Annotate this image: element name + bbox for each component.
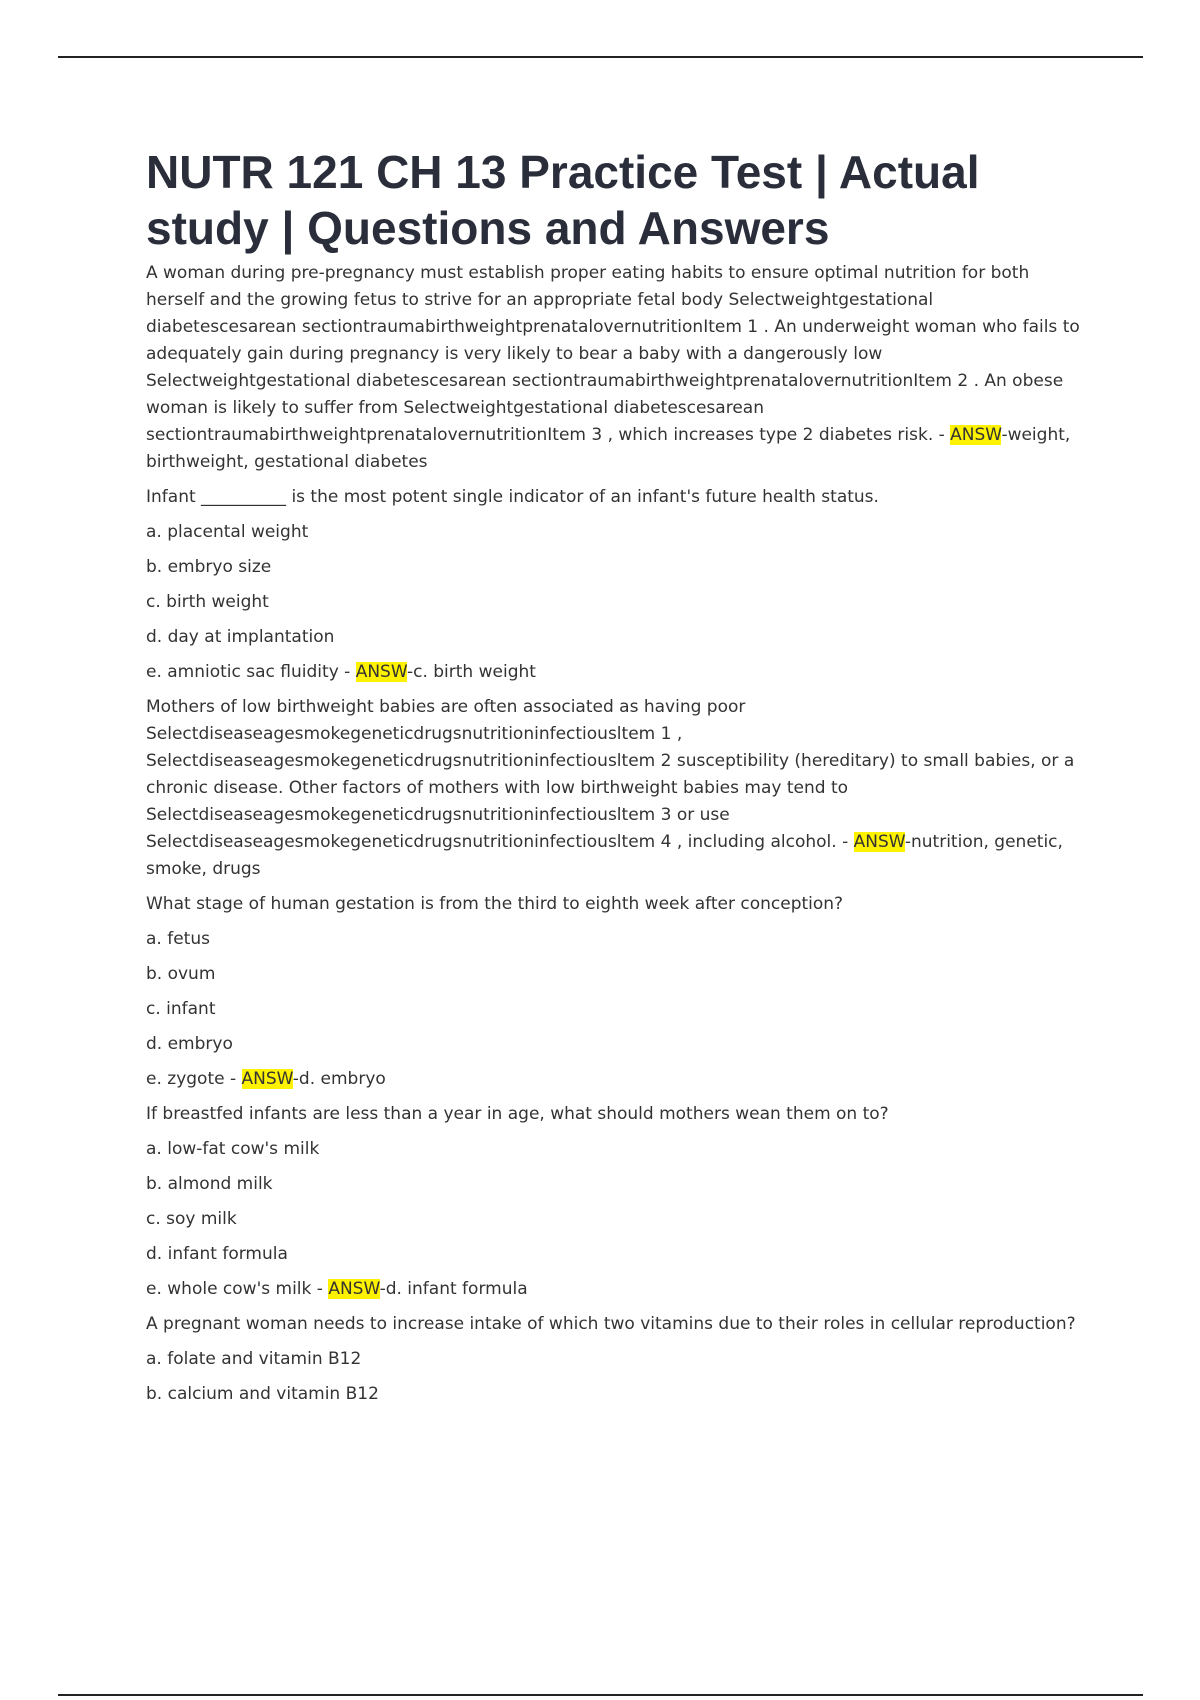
question-paragraph <box>146 519 1086 546</box>
paragraph-text: Mothers of low birthweight babies are often associated as having poor Selectdiseaseagesmokegeneticdrugsnutritioninfectiousltem 1 , Selectdiseaseagesmokegeneticdrugsnutritioninfectiousltem 2 susceptibility (hereditary) to small babies, or a chronic disease. Other factors of mothers with low birthweight babies may tend to Selectdiseaseagesmokegeneticdrugsnutritioninfectiousltem 3 or use Selectdiseaseagesmokegeneticdrugsnutritioninfectiousltem 4 , including alcohol. - <box>146 697 1075 852</box>
document-title: NUTR 121 CH 13 Practice Test | Actual study | Questions and Answers <box>146 146 980 254</box>
paragraph-text: d. infant formula <box>146 1244 288 1264</box>
answer-paragraph <box>146 694 1086 883</box>
paragraph-text: b. calcium and vitamin B12 <box>146 1384 379 1404</box>
answer-paragraph <box>146 1276 1086 1303</box>
question-paragraph <box>146 484 1086 511</box>
question-paragraph <box>146 1346 1086 1373</box>
answer-marker: ANSW <box>328 1279 380 1299</box>
question-paragraph <box>146 1136 1086 1163</box>
question-paragraph <box>146 1311 1086 1338</box>
paragraph-text: e. amniotic sac fluidity - <box>146 662 356 682</box>
paragraph-text: a. placental weight <box>146 522 309 542</box>
answer-text: -d. infant formula <box>379 1279 528 1299</box>
paragraph-text: c. infant <box>146 999 216 1019</box>
question-paragraph <box>146 891 1086 918</box>
paragraph-text: d. embryo <box>146 1034 233 1054</box>
paragraph-text: A woman during pre-pregnancy must establish proper eating habits to ensure optimal nutrition for both herself and the growing fetus to strive for an appropriate fetal body Selectweightgestational diabetescesarean sectiontraumabirthweightprenatalovernutritionItem 1 . An underweight woman who fails to adequately gain during pregnancy is very likely to bear a baby with a dangerously low Selectweightgestational diabetescesarean sectiontraumabirthweightprenatalovernutritionItem 2 . An obese woman is likely to suffer from Selectweightgestational diabetescesarean sectiontraumabirthweightprenatalovernutritionItem 3 , which increases type 2 diabetes risk. - <box>146 263 1080 445</box>
question-paragraph <box>146 996 1086 1023</box>
question-paragraph <box>146 1171 1086 1198</box>
answer-paragraph <box>146 659 1086 686</box>
answer-text: -nutrition, genetic, smoke, drugs <box>146 832 1063 879</box>
paragraph-text: What stage of human gestation is from the third to eighth week after conception? <box>146 894 844 914</box>
paragraph-text: a. folate and vitamin B12 <box>146 1349 362 1369</box>
answer-paragraph <box>146 260 1086 476</box>
question-paragraph <box>146 1241 1086 1268</box>
question-paragraph <box>146 624 1086 651</box>
answer-marker: ANSW <box>853 832 905 852</box>
paragraph-text: A pregnant woman needs to increase intake of which two vitamins due to their roles in cellular reproduction? <box>146 1314 1076 1334</box>
paragraph-text: c. birth weight <box>146 592 269 612</box>
answer-text: -c. birth weight <box>406 662 536 682</box>
answer-paragraph <box>146 1066 1086 1093</box>
paragraph-text: d. day at implantation <box>146 627 335 647</box>
paragraph-text: c. soy milk <box>146 1209 237 1229</box>
answer-marker: ANSW <box>950 425 1002 445</box>
paragraph-text: a. low-fat cow's milk <box>146 1139 320 1159</box>
question-paragraph <box>146 926 1086 953</box>
question-paragraph <box>146 1381 1086 1408</box>
header-rule <box>58 56 1143 58</box>
document-body <box>146 144 1086 1416</box>
answer-marker: ANSW <box>355 662 407 682</box>
paragraph-text: b. ovum <box>146 964 216 984</box>
answer-text: -weight, birthweight, gestational diabetes <box>146 425 1071 472</box>
answer-marker: ANSW <box>241 1069 293 1089</box>
question-paragraph <box>146 589 1086 616</box>
question-paragraph <box>146 961 1086 988</box>
question-paragraph <box>146 1101 1086 1128</box>
paragraph-text: e. whole cow's milk - <box>146 1279 329 1299</box>
question-paragraph <box>146 554 1086 581</box>
paragraph-text: e. zygote - <box>146 1069 242 1089</box>
paragraph-text: b. almond milk <box>146 1174 273 1194</box>
paragraph-text: b. embryo size <box>146 557 272 577</box>
question-paragraph <box>146 1206 1086 1233</box>
footer-rule <box>58 1694 1143 1696</box>
paragraph-text: a. fetus <box>146 929 210 949</box>
answer-text: -d. embryo <box>292 1069 386 1089</box>
question-paragraph <box>146 1031 1086 1058</box>
paragraph-text: If breastfed infants are less than a year in age, what should mothers wean them on to? <box>146 1104 889 1124</box>
qa-content <box>146 260 1086 1408</box>
paragraph-text: Infant __________ is the most potent single indicator of an infant's future health status. <box>146 487 879 507</box>
